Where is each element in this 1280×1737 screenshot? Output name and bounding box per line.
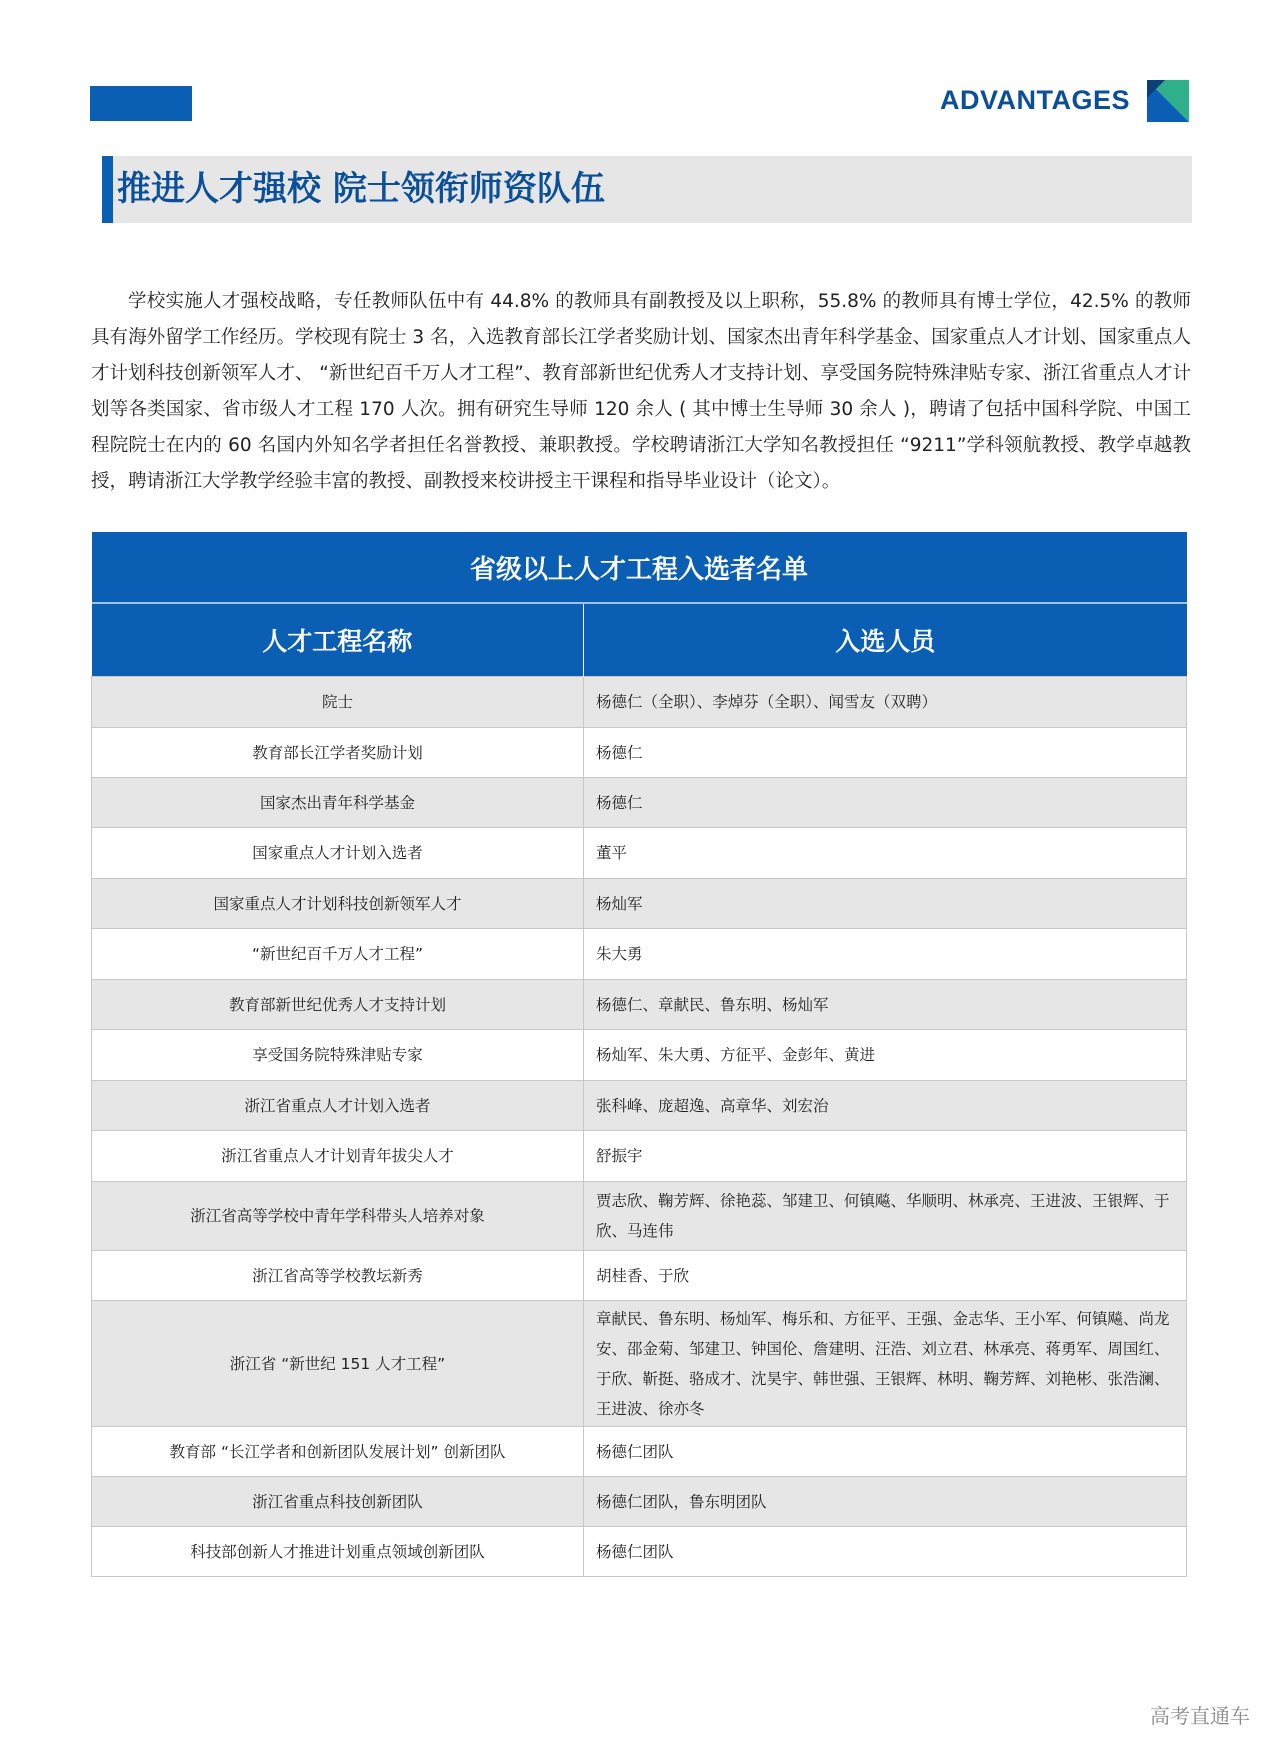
table-row bbox=[92, 1301, 1187, 1427]
table-row bbox=[92, 1081, 1187, 1131]
selected-people-cell: 杨德仁团队，鲁东明团队 bbox=[584, 1477, 1187, 1527]
program-name-cell: 浙江省 “新世纪 151 人才工程” bbox=[92, 1301, 584, 1427]
selected-people-cell: 舒振宇 bbox=[584, 1131, 1187, 1182]
table-row bbox=[92, 1477, 1187, 1527]
watermark-text: 高考直通车 bbox=[1150, 1704, 1250, 1728]
program-name-cell: 国家重点人才计划科技创新领军人才 bbox=[92, 879, 584, 929]
selected-people-cell: 杨德仁（全职）、李焯芬（全职）、闻雪友（双聘） bbox=[584, 677, 1187, 728]
corner-logo-icon bbox=[1147, 80, 1189, 122]
program-name-cell: 浙江省重点科技创新团队 bbox=[92, 1477, 584, 1527]
program-name-cell: 浙江省高等学校教坛新秀 bbox=[92, 1251, 584, 1301]
table-row bbox=[92, 728, 1187, 778]
program-name-cell: 国家重点人才计划入选者 bbox=[92, 828, 584, 879]
table-row bbox=[92, 1131, 1187, 1182]
selected-people-cell: 杨德仁团队 bbox=[584, 1427, 1187, 1477]
table-row bbox=[92, 1527, 1187, 1577]
header-accent-bar bbox=[90, 86, 192, 121]
page-title: 推进人才强校 院士领衔师资队伍 bbox=[117, 169, 605, 209]
program-name-cell: 浙江省重点人才计划青年拔尖人才 bbox=[92, 1131, 584, 1182]
selected-people-cell: 朱大勇 bbox=[584, 929, 1187, 980]
table-row bbox=[92, 1427, 1187, 1477]
table-row bbox=[92, 1182, 1187, 1251]
table-row bbox=[92, 778, 1187, 828]
column-header-people: 入选人员 bbox=[584, 603, 1187, 677]
table-row bbox=[92, 1030, 1187, 1081]
program-name-cell: “新世纪百千万人才工程” bbox=[92, 929, 584, 980]
table-row bbox=[92, 879, 1187, 929]
selected-people-cell: 杨德仁、章献民、鲁东明、杨灿军 bbox=[584, 980, 1187, 1030]
selected-people-cell: 章献民、鲁东明、杨灿军、梅乐和、方征平、王强、金志华、王小军、何镇飚、尚龙安、邵金菊、邹建卫、钟国伦、詹建明、汪浩、刘立君、林承亮、蒋勇军、周国红、于欣、靳挺、骆成才、沈昊宇、韩世强、王银辉、林明、鞠芳辉、刘艳彬、张浩澜、王进波、徐亦冬 bbox=[584, 1301, 1187, 1427]
program-name-cell: 浙江省高等学校中青年学科带头人培养对象 bbox=[92, 1182, 584, 1251]
program-name-cell: 科技部创新人才推进计划重点领域创新团队 bbox=[92, 1527, 584, 1577]
program-name-cell: 教育部新世纪优秀人才支持计划 bbox=[92, 980, 584, 1030]
selected-people-cell: 杨灿军、朱大勇、方征平、金彭年、黄进 bbox=[584, 1030, 1187, 1081]
selected-people-cell: 张科峰、庞超逸、高章华、刘宏治 bbox=[584, 1081, 1187, 1131]
selected-people-cell: 杨德仁团队 bbox=[584, 1527, 1187, 1577]
selected-people-cell: 杨德仁 bbox=[584, 728, 1187, 778]
table-row bbox=[92, 1251, 1187, 1301]
talent-list-table bbox=[91, 532, 1187, 1577]
table-row bbox=[92, 980, 1187, 1030]
intro-paragraph: 学校实施人才强校战略，专任教师队伍中有 44.8% 的教师具有副教授及以上职称，55.8% 的教师具有博士学位，42.5% 的教师具有海外留学工作经历。学校现有院士 3 名，入选教育部长江学者奖励计划、国家杰出青年科学基金、国家重点人才计划、国家重点人才计划科技创新领军人才、 “新世纪百千万人才工程”、教育部新世纪优秀人才支持计划、享受国务院特殊津贴专家、浙江省重点人才计划等各类国家、省市级人才工程 170 人次。拥有研究生导师 120 余人 ( 其中博士生导师 30 余人 )，聘请了包括中国科学院、中国工程院院士在内的 60 名国内外知名学者担任名誉教授、兼职教授。学校聘请浙江大学知名教授担任 “9211”学科领航教授、教学卓越教授，聘请浙江大学教学经验丰富的教授、副教授来校讲授主干课程和指导毕业设计（论文）。 bbox=[91, 290, 1191, 492]
program-name-cell: 院士 bbox=[92, 677, 584, 728]
title-accent-bar bbox=[102, 156, 113, 223]
section-label: ADVANTAGES bbox=[939, 85, 1130, 115]
program-name-cell: 享受国务院特殊津贴专家 bbox=[92, 1030, 584, 1081]
program-name-cell: 教育部长江学者奖励计划 bbox=[92, 728, 584, 778]
program-name-cell: 国家杰出青年科学基金 bbox=[92, 778, 584, 828]
table-row bbox=[92, 828, 1187, 879]
selected-people-cell: 董平 bbox=[584, 828, 1187, 879]
table-row bbox=[92, 677, 1187, 728]
table-caption: 省级以上人才工程入选者名单 bbox=[92, 532, 1187, 603]
selected-people-cell: 杨德仁 bbox=[584, 778, 1187, 828]
selected-people-cell: 贾志欣、鞠芳辉、徐艳蕊、邹建卫、何镇飚、华顺明、林承亮、王进波、王银辉、于欣、马连伟 bbox=[584, 1182, 1187, 1251]
column-header-program: 人才工程名称 bbox=[92, 603, 584, 677]
selected-people-cell: 胡桂香、于欣 bbox=[584, 1251, 1187, 1301]
program-name-cell: 教育部 “长江学者和创新团队发展计划” 创新团队 bbox=[92, 1427, 584, 1477]
program-name-cell: 浙江省重点人才计划入选者 bbox=[92, 1081, 584, 1131]
selected-people-cell: 杨灿军 bbox=[584, 879, 1187, 929]
table-row bbox=[92, 929, 1187, 980]
